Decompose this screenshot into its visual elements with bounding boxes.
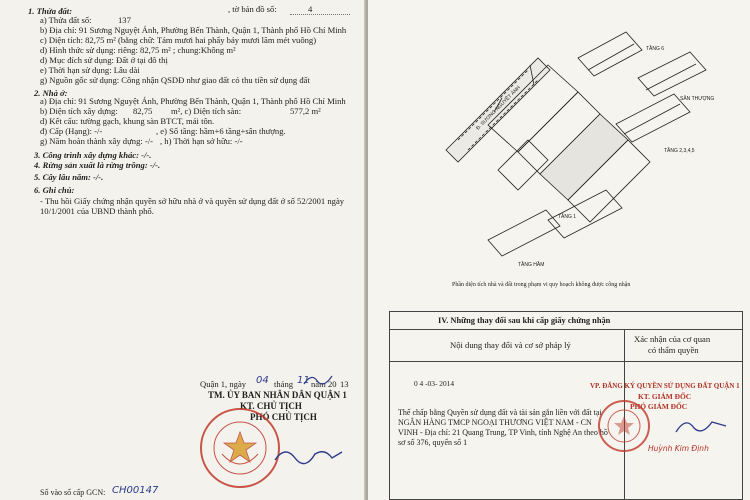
house-address: a) Địa chỉ: 91 Sương Nguyệt Ánh, Phường Bến Thành, Quận 1, Thành phố Hồ Chí Minh: [40, 96, 346, 106]
use-form: d) Hình thức sử dụng: riêng: 82,75 m² ; chung:Không m²: [40, 45, 236, 55]
section-5: 5. Cây lâu năm: -/-.: [34, 172, 104, 182]
build-area-value: 82,75: [133, 106, 153, 116]
floor-label-2345: TẦNG 2,3,4,5: [664, 148, 695, 154]
issue-year-label: năm 20: [311, 379, 337, 389]
col-content-header: Nội dung thay đổi và cơ sở pháp lý: [450, 340, 571, 350]
floor-area-label: m², c) Diện tích sàn:: [171, 106, 242, 116]
left-certificate-page: [0, 0, 366, 500]
site-plan-diagram: [428, 30, 718, 290]
signer-kt: KT. CHỦ TỊCH: [240, 401, 302, 411]
office-signer: Huỳnh Kim Định: [648, 444, 709, 453]
col-confirm-header-1: Xác nhận của cơ quan: [634, 334, 711, 344]
office-signature: [672, 412, 732, 440]
section-4: 4. Rừng sản xuất là rừng trồng: -/-.: [34, 160, 161, 170]
plan-caption: Phần diện tích nhà và đất trong phạm vi quy hoạch không được công nhận: [452, 282, 631, 288]
build-area-label: b) Diện tích xây dựng:: [40, 106, 118, 116]
office-role-2: PHÓ GIÁM ĐỐC: [630, 402, 688, 411]
floor-area-value: 577,2 m²: [290, 106, 321, 116]
cert-number-label: Số vào sổ cấp GCN:: [40, 488, 106, 497]
floor-label-basement: TẦNG HẦM: [518, 262, 545, 268]
section-3: 3. Công trình xây dựng khác: -/-.: [34, 150, 152, 160]
issue-month: 11: [297, 375, 310, 386]
house-structure: d) Kết cấu: tường gạch, khung sàn BTCT, mái tôn.: [40, 116, 215, 126]
changes-section-heading: IV. Những thay đổi sau khi cấp giấy chứng nhận: [438, 316, 611, 325]
changes-table-title-row: [390, 312, 742, 330]
parcel-label: a) Thửa đất số:: [40, 15, 92, 25]
issue-year: 13: [340, 379, 349, 389]
section-2-heading: 2. Nhà ở:: [34, 88, 68, 98]
parcel-area: c) Diện tích: 82,75 m² (bằng chữ: Tám mươi hai phẩy bảy mươi lăm mét vuông): [40, 35, 317, 45]
use-term: e) Thời hạn sử dụng: Lâu dài: [40, 65, 140, 75]
signature-mark: [270, 440, 350, 470]
signer-title: PHÓ CHỦ TỊCH: [250, 412, 317, 422]
issue-month-label: tháng: [274, 379, 294, 389]
note-line-2: 10/1/2001 của UBND thành phố.: [40, 206, 154, 216]
issue-day: 04: [256, 375, 269, 386]
entry-line-4: sơ số 376, quyển số 1: [398, 438, 468, 447]
changes-table: [389, 311, 743, 500]
floor-label-6: TẦNG 6: [646, 46, 665, 52]
cert-number: CH00147: [112, 485, 159, 496]
note-line-1: - Thu hồi Giấy chứng nhận quyền sở hữu nhà ở và quyền sử dụng đất ở số 52/2001 ngày: [40, 196, 345, 206]
signer-organization: TM. ỦY BAN NHÂN DÂN QUẬN 1: [208, 390, 347, 400]
initials-mark: [300, 370, 340, 390]
red-seal-stamp: [200, 408, 280, 488]
entry-line-3: VINH - Địa chỉ: 21 Quang Trung, TP Vinh, tỉnh Nghệ An theo hồ: [398, 428, 608, 437]
changes-table-header-row: [390, 329, 742, 362]
street-label: Đ. SƯƠNG NGUYỆT ÁNH: [475, 84, 522, 132]
completion-year: g) Năm hoàn thành xây dựng: -/-: [40, 136, 154, 146]
parcel-number: 137: [118, 15, 131, 25]
use-origin: g) Nguồn gốc sử dụng: Công nhận QSDĐ như giao đất có thu tiền sử dụng đất: [40, 75, 310, 85]
entry-date: 0 4 -03- 2014: [414, 379, 455, 388]
entry-line-2: NGÂN HÀNG TMCP NGOẠI THƯƠNG VIỆT NAM - CN: [398, 418, 592, 427]
office-name: VP. ĐĂNG KÝ QUYỀN SỬ DỤNG ĐẤT QUẬN 1: [590, 382, 740, 390]
map-sheet-label: , tờ bản đồ số:: [228, 4, 277, 14]
floor-label-1: TẦNG 1: [558, 214, 577, 220]
house-floors: , e) Số tầng: hầm+6 tầng+sân thượng.: [156, 126, 286, 136]
col-confirm-header-2: có thẩm quyền: [648, 345, 699, 355]
ownership-term: , h) Thời hạn sở hữu: -/-: [160, 136, 243, 146]
office-role-1: KT. GIÁM ĐỐC: [638, 392, 692, 401]
issue-date-prefix: Quận 1, ngày: [200, 379, 247, 389]
dotted-line: [290, 14, 350, 15]
section-1-heading: 1. Thửa đất:: [28, 6, 73, 16]
floor-label-roof: SÂN THƯỢNG: [680, 96, 715, 102]
section-6-heading: 6. Ghi chú:: [34, 185, 75, 195]
entry-line-1: Thế chấp bằng Quyền sử dụng đất và tài sản gắn liền với đất tại: [398, 408, 602, 417]
map-sheet-number: 4: [308, 4, 313, 14]
use-purpose: d) Mục đích sử dụng: Đất ở tại đô thị: [40, 55, 168, 65]
parcel-address: b) Địa chỉ: 91 Sương Nguyệt Ánh, Phường Bến Thành, Quận 1, Thành phố Hồ Chí Minh: [40, 25, 347, 35]
house-grade: đ) Cấp (Hạng): -/-: [40, 126, 103, 136]
office-seal-stamp: [598, 400, 650, 452]
